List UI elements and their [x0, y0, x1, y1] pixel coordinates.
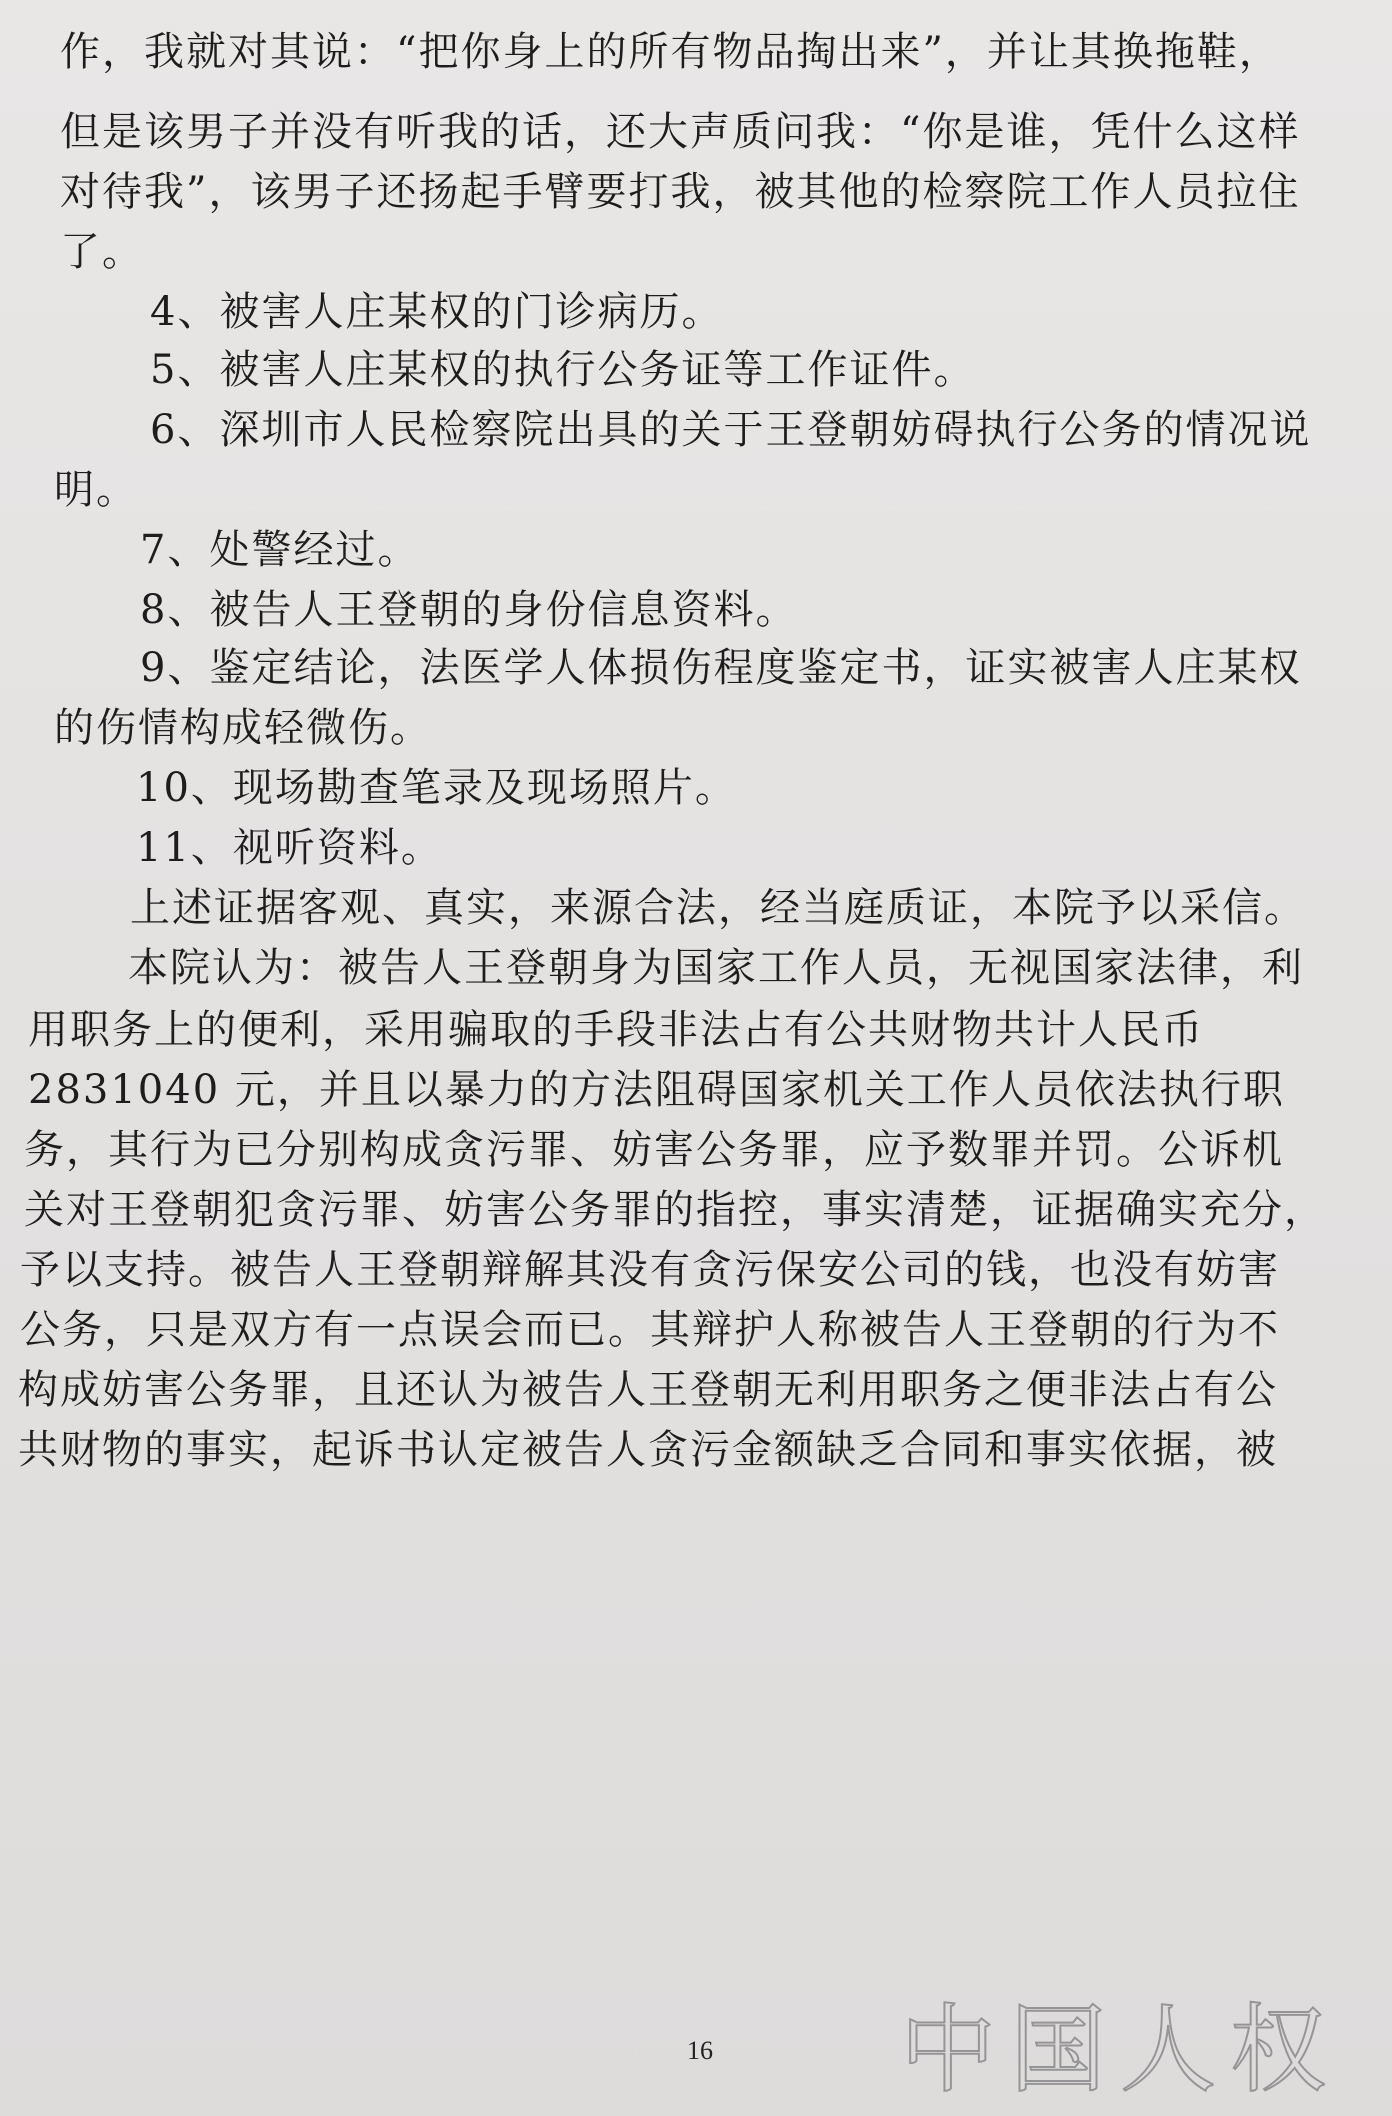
text-line: 7、处警经过。 [140, 527, 420, 573]
text-line: 10、现场勘查笔录及现场照片。 [136, 765, 737, 811]
text-line: 但是该男子并没有听我的话，还大声质问我：“你是谁，凭什么这样 [60, 109, 1301, 155]
text-line: 关对王登朝犯贪污罪、妨害公务罪的指控，事实清楚，证据确实充分， [24, 1187, 1326, 1233]
text-line: 用职务上的便利，采用骗取的手段非法占有公共财物共计人民币 [28, 1007, 1204, 1053]
text-line: 公务，只是双方有一点误会而已。其辩护人称被告人王登朝的行为不 [20, 1307, 1280, 1353]
text-line: 9、鉴定结论，法医学人体损伤程度鉴定书，证实被害人庄某权 [140, 645, 1302, 691]
page-number: 16 [687, 2036, 713, 2065]
text-line: 务，其行为已分别构成贪污罪、妨害公务罪，应予数罪并罚。公诉机 [24, 1127, 1284, 1173]
text-line: 共财物的事实，起诉书认定被告人贪污金额缺乏合同和事实依据，被 [18, 1427, 1278, 1473]
text-line: 的伤情构成轻微伤。 [54, 705, 432, 751]
text-line: 本院认为：被告人王登朝身为国家工作人员，无视国家法律，利 [128, 945, 1304, 991]
text-line: 4、被害人庄某权的门诊病历。 [150, 289, 724, 335]
text-line: 6、深圳市人民检察院出具的关于王登朝妨碍执行公务的情况说 [150, 407, 1312, 453]
text-line: 了。 [60, 229, 144, 275]
text-line: 明。 [54, 467, 138, 513]
text-line: 上述证据客观、真实，来源合法，经当庭质证，本院予以采信。 [130, 885, 1306, 931]
text-line: 作，我就对其说：“把你身上的所有物品掏出来”，并让其换拖鞋， [60, 29, 1281, 75]
text-line: 11、视听资料。 [136, 825, 443, 871]
text-line: 对待我”，该男子还扬起手臂要打我，被其他的检察院工作人员拉住 [60, 169, 1301, 215]
text-line: 2831040 元，并且以暴力的方法阻碍国家机关工作人员依法执行职 [28, 1067, 1285, 1113]
watermark: 中国人权 [900, 1995, 1340, 2105]
text-line: 构成妨害公务罪，且还认为被告人王登朝无利用职务之便非法占有公 [18, 1367, 1278, 1413]
text-line: 8、被告人王登朝的身份信息资料。 [140, 587, 798, 633]
text-line: 予以支持。被告人王登朝辩解其没有贪污保安公司的钱，也没有妨害 [20, 1247, 1280, 1293]
text-line: 5、被害人庄某权的执行公务证等工作证件。 [150, 347, 976, 393]
